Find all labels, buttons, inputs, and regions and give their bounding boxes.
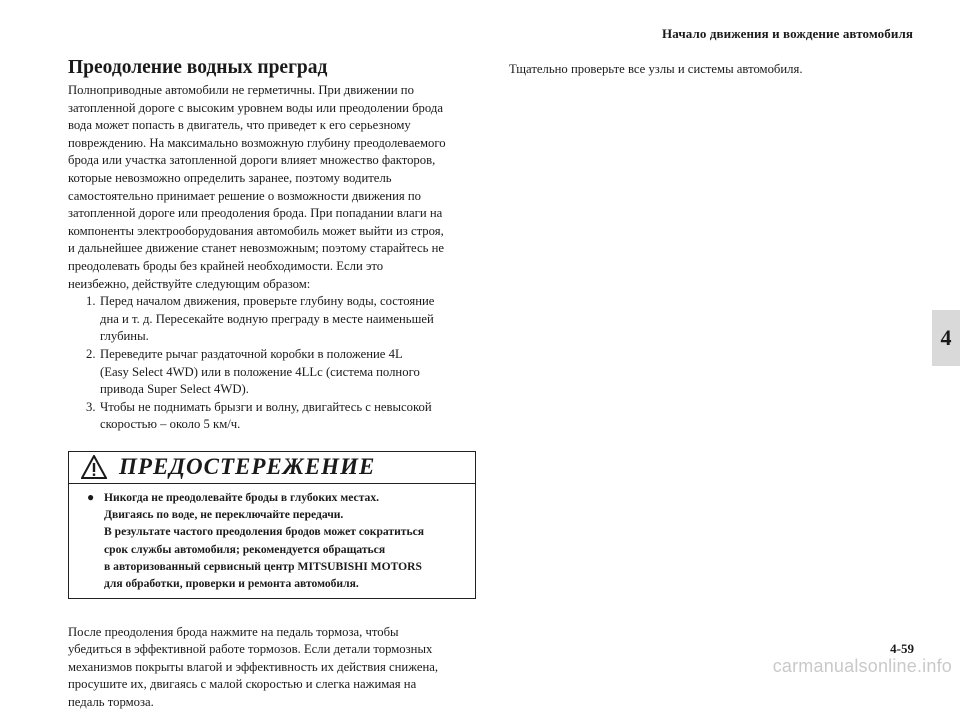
- text-line: вода может попасть в двигатель, что приведет к его серьезному: [68, 118, 411, 133]
- text-line: После преодоления брода нажмите на педаль тормоза, чтобы: [68, 624, 399, 639]
- warning-body: [69, 484, 475, 598]
- left-column: [68, 56, 478, 712]
- watermark: carmanualsonline.info: [772, 656, 952, 676]
- warning-line: срок службы автомобиля; рекомендуется обращаться: [104, 542, 386, 556]
- right-column: [509, 61, 909, 79]
- text-line: преодолевать броды без крайней необходимости. Если это: [68, 258, 384, 273]
- warning-line: Никогда не преодолевайте броды в глубоких местах.: [104, 490, 380, 504]
- text-line: повреждению. На максимально возможную глубину преодолеваемого: [68, 135, 446, 150]
- intro-paragraph: [68, 82, 478, 293]
- warning-line: для обработки, проверки и ремонта автомобиля.: [104, 577, 359, 591]
- text-line: компоненты электрооборудования автомобиль может выйти из строя,: [68, 223, 444, 238]
- warning-triangle-icon: [81, 455, 107, 479]
- text-line: убедиться в эффективной работе тормозов. Если детали тормозных: [68, 642, 433, 657]
- step-2-line: (Easy Select 4WD) или в положение 4LLc (система полного: [100, 364, 420, 379]
- running-header: Начало движения и вождение автомобиля: [662, 26, 913, 41]
- step-2-line: 2. Переведите рычаг раздаточной коробки в положение 4L: [68, 346, 478, 364]
- warning-box: [68, 451, 476, 599]
- text-line: механизмов покрыты влагой и эффективность их действия снижена,: [68, 659, 439, 674]
- bullet-icon: ●: [87, 489, 95, 504]
- chapter-tab: 4: [932, 310, 960, 366]
- right-column-text: Тщательно проверьте все узлы и системы автомобиля.: [509, 62, 803, 76]
- step-number: 2.: [86, 346, 96, 361]
- steps-list: [68, 293, 478, 434]
- step-number: 3.: [86, 399, 96, 414]
- warning-header: [69, 452, 475, 484]
- text-line: затопленной дороге с высоким уровнем воды или преодолении брода: [68, 100, 443, 115]
- text-line: которые невозможно определить заранее, поэтому водитель: [68, 170, 392, 185]
- text-line: брода или участка затопленной дороги влияет множество факторов,: [68, 153, 436, 168]
- after-paragraph: [68, 624, 478, 712]
- text-line: просушите их, двигаясь с малой скоростью и слегка нажимая на: [68, 677, 417, 692]
- step-1-line: 1. Перед началом движения, проверьте глубину воды, состояние: [68, 293, 478, 311]
- step-3-line: 3. Чтобы не поднимать брызги и волну, двигайтесь с невысокой: [68, 399, 478, 417]
- text-line: Полноприводные автомобили не герметичны. При движении по: [68, 83, 414, 97]
- step-2-line: привода Super Select 4WD).: [100, 382, 249, 397]
- warning-line: В результате частого преодоления бродов может сократиться: [104, 525, 425, 539]
- text-line: педаль тормоза.: [68, 695, 154, 710]
- warning-line: Двигаясь по воде, не переключайте передачи.: [104, 508, 344, 522]
- text-line: затопленной дороге или преодоления брода. При попадании влаги на: [68, 206, 443, 221]
- step-number: 1.: [86, 294, 96, 309]
- step-1-line: глубины.: [100, 329, 149, 344]
- text-line: самостоятельно принимает решение о возможности движения по: [68, 188, 422, 203]
- text-line: и дальнейшее движение станет невозможным; поэтому старайтесь не: [68, 241, 444, 256]
- step-1-line: дна и т. д. Пересекайте водную преграду в месте наименьшей: [100, 311, 434, 326]
- text-line: неизбежно, действуйте следующим образом:: [68, 276, 311, 291]
- page-number: 4-59: [890, 641, 914, 656]
- section-title: Преодоление водных преград: [68, 57, 328, 78]
- warning-title: ПРЕДОСТЕРЕЖЕНИЕ: [119, 454, 376, 480]
- step-3-line: скоростью – около 5 км/ч.: [100, 417, 241, 432]
- warning-line: в авторизованный сервисный центр MITSUBISHI MOTORS: [104, 560, 422, 574]
